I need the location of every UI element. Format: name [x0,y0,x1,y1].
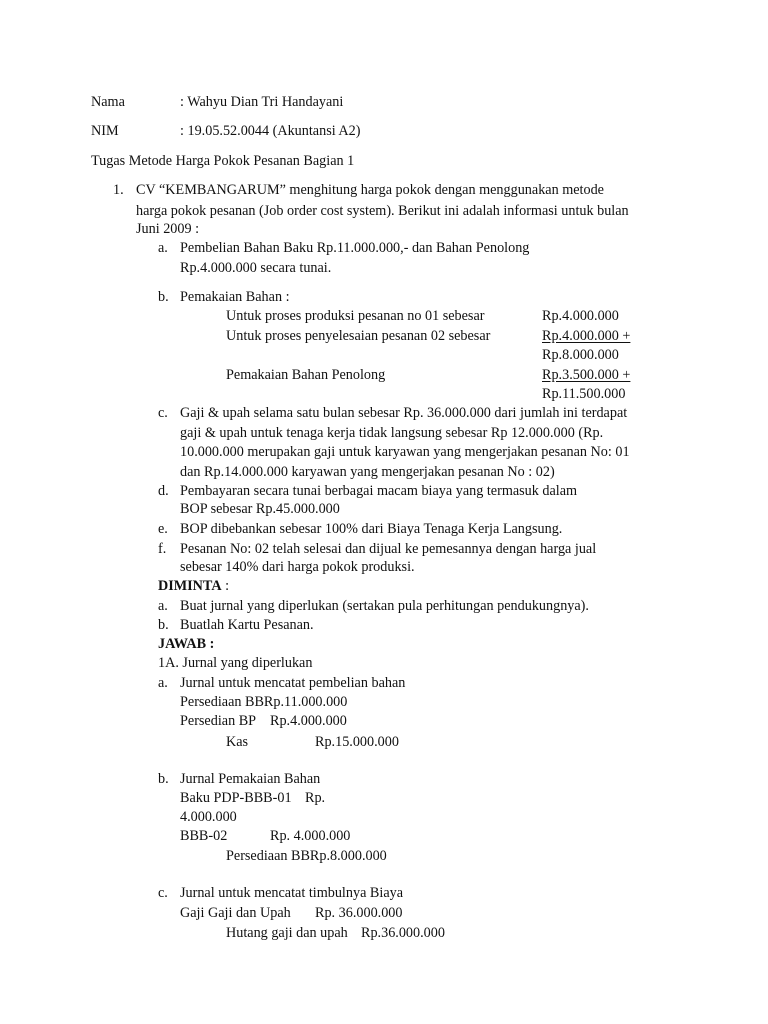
item-a-marker: a. [158,240,168,256]
material-row-amount: Rp.4.000.000 + [542,328,631,344]
material-total: Rp.11.500.000 [542,386,626,402]
journal-a-line-1: Persediaan BBRp.11.000.000 [180,694,348,710]
nim-label: NIM [91,123,119,139]
material-subtotal: Rp.8.000.000 [542,347,619,363]
question-number: 1. [113,182,124,198]
journal-a-title: Jurnal untuk mencatat pembelian bahan [180,675,406,691]
item-c-line-1: Gaji & upah selama satu bulan sebesar Rp. 36.000.000 dari jumlah ini terdapat [180,405,628,421]
item-b-marker: b. [158,289,169,305]
journal-b-line-3-amount: Rp. 4.000.000 [270,828,351,844]
journal-b-line-1-amount: Rp. [305,790,326,806]
assignment-title: Tugas Metode Harga Pokok Pesanan Bagian 1 [91,153,355,169]
item-e-marker: e. [158,521,168,537]
item-a-line-2: Rp.4.000.000 secara tunai. [180,260,332,276]
journal-b-line-1-label: Baku PDP-BBB-01 [180,790,292,806]
item-e-text: BOP dibebankan sebesar 100% dari Biaya Tenaga Kerja Langsung. [180,521,563,537]
item-b-title: Pemakaian Bahan : [180,289,290,305]
journal-b-marker: b. [158,771,169,787]
item-c-line-3: 10.000.000 merupakan gaji untuk karyawan yang mengerjakan pesanan No: 01 [180,444,630,460]
diminta-a-text: Buat jurnal yang diperlukan (sertakan pula perhitungan pendukungnya). [180,598,589,614]
nim-value: : 19.05.52.0044 (Akuntansi A2) [180,123,361,139]
material-row-amount: Rp.4.000.000 [542,308,619,324]
journal-c-line-1-amount: Rp. 36.000.000 [315,905,403,921]
nama-label: Nama [91,94,125,110]
intro-line-2: harga pokok pesanan (Job order cost system). Berikut ini adalah informasi untuk bulan [136,203,629,219]
diminta-b-marker: b. [158,617,169,633]
item-c-marker: c. [158,405,168,421]
journal-c-marker: c. [158,885,168,901]
journal-a-line-2-label: Persedian BP [180,713,257,729]
journal-a-kas-label: Kas [226,734,249,750]
journal-b-title: Jurnal Pemakaian Bahan [180,771,321,787]
jawab-heading: JAWAB : [158,636,215,652]
item-f-line-2: sebesar 140% dari harga pokok produksi. [180,559,415,575]
nama-value: : Wahyu Dian Tri Handayani [180,94,344,110]
journal-b-line-4: Persediaan BBRp.8.000.000 [226,848,387,864]
material-row-label: Pemakaian Bahan Penolong [226,367,386,383]
diminta-label: DIMINTA [158,578,222,594]
intro-line-1: CV “KEMBANGARUM” menghitung harga pokok dengan menggunakan metode [136,182,604,198]
material-row-label: Untuk proses penyelesaian pesanan 02 sebesar [226,328,491,344]
item-c-line-4: dan Rp.14.000.000 karyawan yang mengerjakan pesanan No : 02) [180,464,555,480]
journal-b-line-3-label: BBB-02 [180,828,228,844]
diminta-a-marker: a. [158,598,168,614]
item-c-line-2: gaji & upah untuk tenaga kerja tidak langsung sebesar Rp 12.000.000 (Rp. [180,425,604,441]
journal-c-line-2-label: Hutang gaji dan upah [226,925,348,941]
intro-line-3: Juni 2009 : [136,221,200,237]
journal-b-line-2: 4.000.000 [180,809,237,825]
item-f-marker: f. [158,541,167,557]
item-d-line-1: Pembayaran secara tunai berbagai macam biaya yang termasuk dalam [180,483,578,499]
material-row-label: Untuk proses produksi pesanan no 01 sebesar [226,308,485,324]
journal-a-marker: a. [158,675,168,691]
diminta-b-text: Buatlah Kartu Pesanan. [180,617,314,633]
journal-c-line-1-label: Gaji Gaji dan Upah [180,905,291,921]
journal-c-title: Jurnal untuk mencatat timbulnya Biaya [180,885,404,901]
jawab-subtitle: 1A. Jurnal yang diperlukan [158,655,313,671]
diminta-colon: : [221,578,230,594]
item-d-marker: d. [158,483,169,499]
item-a-line-1: Pembelian Bahan Baku Rp.11.000.000,- dan Bahan Penolong [180,240,530,256]
item-f-line-1: Pesanan No: 02 telah selesai dan dijual ke pemesannya dengan harga jual [180,541,597,557]
material-row-amount: Rp.3.500.000 + [542,367,631,383]
journal-a-line-2-amount: Rp.4.000.000 [270,713,347,729]
diminta-heading [158,577,229,595]
item-d-line-2: BOP sebesar Rp.45.000.000 [180,501,340,517]
journal-a-kas-amount: Rp.15.000.000 [315,734,399,750]
journal-c-line-2-amount: Rp.36.000.000 [361,925,445,941]
